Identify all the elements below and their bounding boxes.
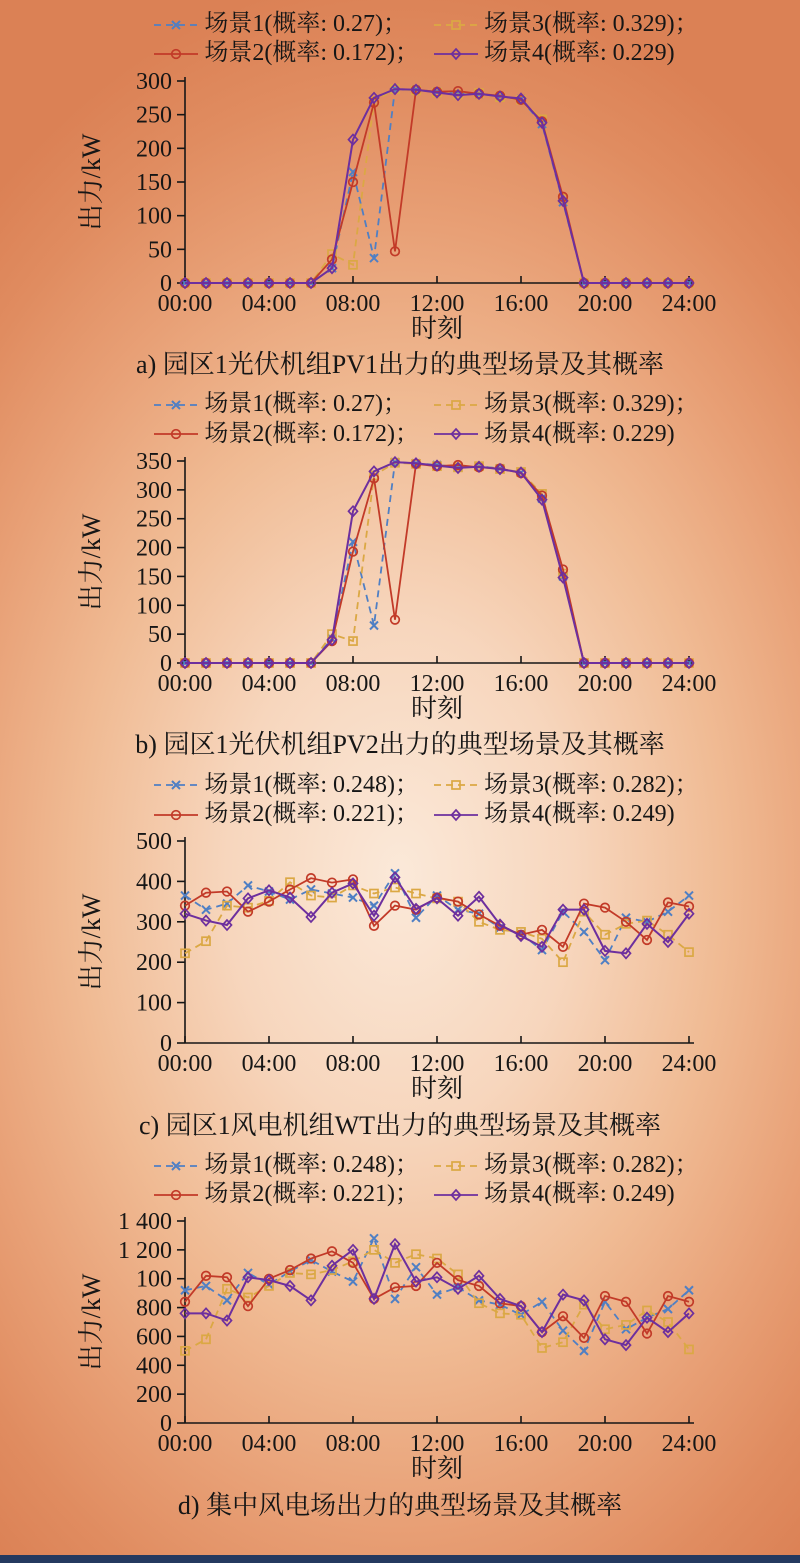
legend-label: 场景3(概率: 0.282)； [484,1151,699,1178]
legend-item-scenario4 [433,1180,699,1209]
scenario2-line-marker-icon [153,1186,199,1204]
svg-text:300: 300 [136,68,172,95]
svg-text:04:00: 04:00 [241,290,297,317]
legend-label: 场景2(概率: 0.172)； [204,40,419,67]
svg-text:出力/kW: 出力/kW [77,893,106,991]
svg-text:16:00: 16:00 [493,290,549,317]
svg-text:300: 300 [136,909,172,936]
x-axis-title: 时刻 [410,1074,463,1104]
legend-label: 场景4(概率: 0.249) [484,800,675,827]
svg-text:1 400: 1 400 [118,1209,172,1236]
legend-label: 场景1(概率: 0.248)； [204,1151,419,1178]
svg-text:20:00: 20:00 [577,290,633,317]
svg-text:16:00: 16:00 [493,1431,549,1458]
svg-text:08:00: 08:00 [325,1431,381,1458]
legend-item-scenario1 [153,10,419,39]
x-axis-title: 时刻 [410,693,463,723]
svg-text:200: 200 [136,135,172,162]
scenario4-line-marker-icon [433,45,479,63]
scenario1-line-marker-icon [153,396,199,414]
svg-text:24:00: 24:00 [661,1051,717,1078]
svg-text:12:00: 12:00 [409,290,465,317]
svg-text:04:00: 04:00 [241,1051,297,1078]
legend-label: 场景3(概率: 0.329)； [484,391,699,418]
plot-area-wt [0,829,800,1081]
svg-text:04:00: 04:00 [241,670,297,697]
svg-text:800: 800 [136,1296,172,1323]
legend-label: 场景1(概率: 0.27)； [204,11,407,37]
scenario1-line-marker-icon [153,1157,199,1175]
legend-label: 场景2(概率: 0.221)； [204,1181,419,1208]
svg-text:00:00: 00:00 [157,290,213,317]
legend-label: 场景4(概率: 0.249) [484,1181,675,1208]
svg-text:出力/kW: 出力/kW [77,133,106,230]
svg-text:16:00: 16:00 [493,670,549,697]
svg-text:600: 600 [136,1324,172,1351]
svg-text:0: 0 [160,1031,172,1058]
legend-item-scenario1 [153,1151,419,1180]
legend-label: 场景3(概率: 0.282)； [484,771,699,798]
chart-caption-b: b) 园区1光伏机组PV2出力的典型场景及其概率 [135,730,665,760]
chart-figure-pv2 [0,390,800,760]
legend-item-scenario1 [153,771,419,800]
legend-item-scenario2 [153,420,419,449]
plot-area-pv1 [0,69,800,321]
chart-figure-wt [0,771,800,1141]
x-axis-title: 时刻 [410,1454,463,1484]
legend-label: 场景4(概率: 0.229) [484,420,675,447]
legend-item-scenario3 [433,10,699,39]
svg-text:20:00: 20:00 [577,1431,633,1458]
scenario3-line-marker-icon [433,776,479,794]
legend-label: 场景2(概率: 0.221)； [204,800,419,827]
plot-area-pv2 [0,449,800,701]
chart-caption-d: d) 集中风电场出力的典型场景及其概率 [177,1491,623,1521]
svg-text:00:00: 00:00 [157,1431,213,1458]
legend-label: 场景1(概率: 0.248)； [204,771,419,798]
svg-text:100: 100 [136,203,172,230]
chart-caption-a: a) 园区1光伏机组PV1出力的典型场景及其概率 [136,350,664,380]
legend-item-scenario4 [433,800,699,829]
legend-label: 场景1(概率: 0.27)； [204,391,407,418]
svg-text:200: 200 [136,535,172,562]
svg-text:400: 400 [136,1353,172,1380]
scenario2-line-marker-icon [153,425,199,443]
svg-text:出力/kW: 出力/kW [77,1274,106,1371]
svg-text:04:00: 04:00 [241,1431,297,1458]
svg-text:100: 100 [136,593,172,620]
svg-text:20:00: 20:00 [577,1051,633,1078]
svg-text:300: 300 [136,477,172,504]
legend-pv2 [52,390,800,449]
svg-text:20:00: 20:00 [577,670,633,697]
chart-figure-windfarm [0,1151,800,1521]
svg-text:00:00: 00:00 [157,1051,213,1078]
svg-text:150: 150 [136,564,172,591]
svg-text:24:00: 24:00 [661,670,717,697]
legend-item-scenario2 [153,800,419,829]
scenario4-line-marker-icon [433,425,479,443]
line-chart-pv2 [0,449,800,701]
line-chart-pv1 [0,69,800,321]
svg-text:1 200: 1 200 [118,1238,172,1265]
x-axis-title: 时刻 [410,313,463,343]
legend-windfarm [52,1151,800,1210]
legend-label: 场景4(概率: 0.229) [484,40,675,67]
svg-text:150: 150 [136,169,172,196]
svg-text:100: 100 [136,1267,172,1294]
svg-text:出力/kW: 出力/kW [77,513,106,611]
scenario3-line-marker-icon [433,396,479,414]
plot-area-windfarm [0,1209,800,1461]
line-chart-windfarm [0,1209,800,1461]
legend-pv1 [52,10,800,69]
svg-text:50: 50 [148,621,172,648]
legend-item-scenario3 [433,771,699,800]
line-chart-wt [0,829,800,1081]
scenario2-line-marker-icon [153,45,199,63]
scenario3-line-marker-icon [433,16,479,34]
scenario1-line-marker-icon [153,16,199,34]
scenario4-line-marker-icon [433,806,479,824]
svg-text:50: 50 [148,236,172,263]
legend-label: 场景3(概率: 0.329)； [484,11,699,37]
svg-text:200: 200 [136,1382,172,1409]
svg-text:16:00: 16:00 [493,1051,549,1078]
svg-text:08:00: 08:00 [325,290,381,317]
scenario2-line-marker-icon [153,806,199,824]
chart-figure-pv1 [0,10,800,380]
legend-item-scenario3 [433,1151,699,1180]
svg-text:00:00: 00:00 [157,670,213,697]
legend-item-scenario1 [153,390,419,419]
bottom-border-bar [0,1555,800,1563]
svg-text:08:00: 08:00 [325,670,381,697]
scenario4-line-marker-icon [433,1186,479,1204]
scenario3-line-marker-icon [433,1157,479,1175]
legend-item-scenario2 [153,1180,419,1209]
svg-text:24:00: 24:00 [661,1431,717,1458]
svg-text:250: 250 [136,506,172,533]
legend-wt [52,771,800,830]
svg-text:12:00: 12:00 [409,1051,465,1078]
svg-text:500: 500 [136,829,172,856]
svg-text:250: 250 [136,102,172,129]
svg-text:0: 0 [160,650,172,677]
svg-text:0: 0 [160,270,172,297]
svg-text:12:00: 12:00 [409,1431,465,1458]
legend-item-scenario2 [153,39,419,68]
legend-item-scenario4 [433,39,699,68]
svg-text:08:00: 08:00 [325,1051,381,1078]
svg-text:200: 200 [136,950,172,977]
chart-caption-c: c) 园区1风电机组WT出力的典型场景及其概率 [138,1110,662,1140]
svg-text:12:00: 12:00 [409,670,465,697]
legend-item-scenario3 [433,390,699,419]
svg-text:100: 100 [136,990,172,1017]
svg-text:350: 350 [136,448,172,475]
svg-text:24:00: 24:00 [661,290,717,317]
svg-text:0: 0 [160,1411,172,1438]
scenario1-line-marker-icon [153,776,199,794]
svg-text:400: 400 [136,869,172,896]
legend-item-scenario4 [433,420,699,449]
legend-label: 场景2(概率: 0.172)； [204,420,419,447]
